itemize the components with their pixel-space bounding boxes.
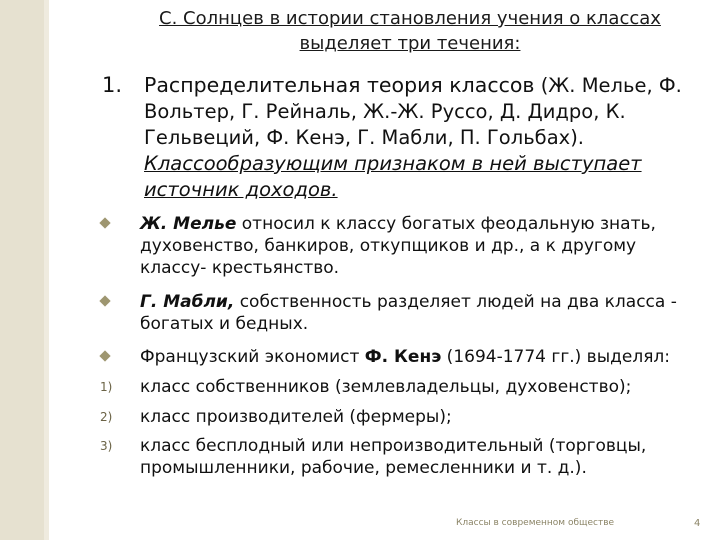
numbered-text: класс производителей (фермеры);	[140, 407, 452, 427]
slide-header	[120, 6, 700, 56]
bullet-body: (1694-1774 гг.) выделял:	[441, 347, 671, 367]
bullet-body: собственность разделяет людей на два класса - богатых и бедных.	[140, 292, 677, 334]
bullet-name: Ф. Кенэ	[364, 347, 442, 367]
header-line-1: С. Солнцев в истории становления учения о классах	[159, 8, 661, 29]
left-decor-band-edge	[44, 0, 49, 540]
list-marker: 1)	[100, 380, 113, 394]
bullet-text	[140, 213, 696, 279]
list-marker: 2)	[100, 410, 113, 424]
numbered-text: класс бесплодный или непроизводительный (торговцы, промышленники, рабочие, ремесленники и т. д.).	[140, 436, 647, 478]
main-item-authors: (Ж. Мелье, Ф. Вольтер, Г. Рейналь, Ж.-Ж. Руссо, Д. Дидро, К. Гельвеций, Ф. Кенэ, Г. Мабли, П. Гольбах).	[144, 74, 682, 149]
footer-title: Классы в современном обществе	[456, 518, 615, 528]
main-item-number: 1.	[102, 73, 123, 97]
bullet-text	[140, 346, 696, 368]
numbered-text: класс собственников (землевладельцы, духовенство);	[140, 377, 632, 397]
main-item-text	[144, 72, 692, 203]
bullet-name: Г. Мабли,	[140, 292, 235, 312]
main-item-feature: Классообразующим признаком в ней выступает источник доходов.	[144, 152, 642, 201]
list-marker: 3)	[100, 439, 113, 453]
bullet-name: Ж. Мелье	[140, 214, 237, 234]
left-decor-band	[0, 0, 44, 540]
header-line-2: выделяет три течения:	[299, 33, 521, 54]
main-item-title: Распределительная теория классов	[144, 73, 535, 97]
bullet-prefix: Французский экономист	[140, 347, 365, 367]
footer-page-number: 4	[694, 518, 701, 529]
bullet-body: относил к классу богатых феодальную знать, духовенство, банкиров, откупщиков и др., а к другому классу- крестьянство.	[140, 214, 656, 278]
bullet-text	[140, 291, 696, 335]
